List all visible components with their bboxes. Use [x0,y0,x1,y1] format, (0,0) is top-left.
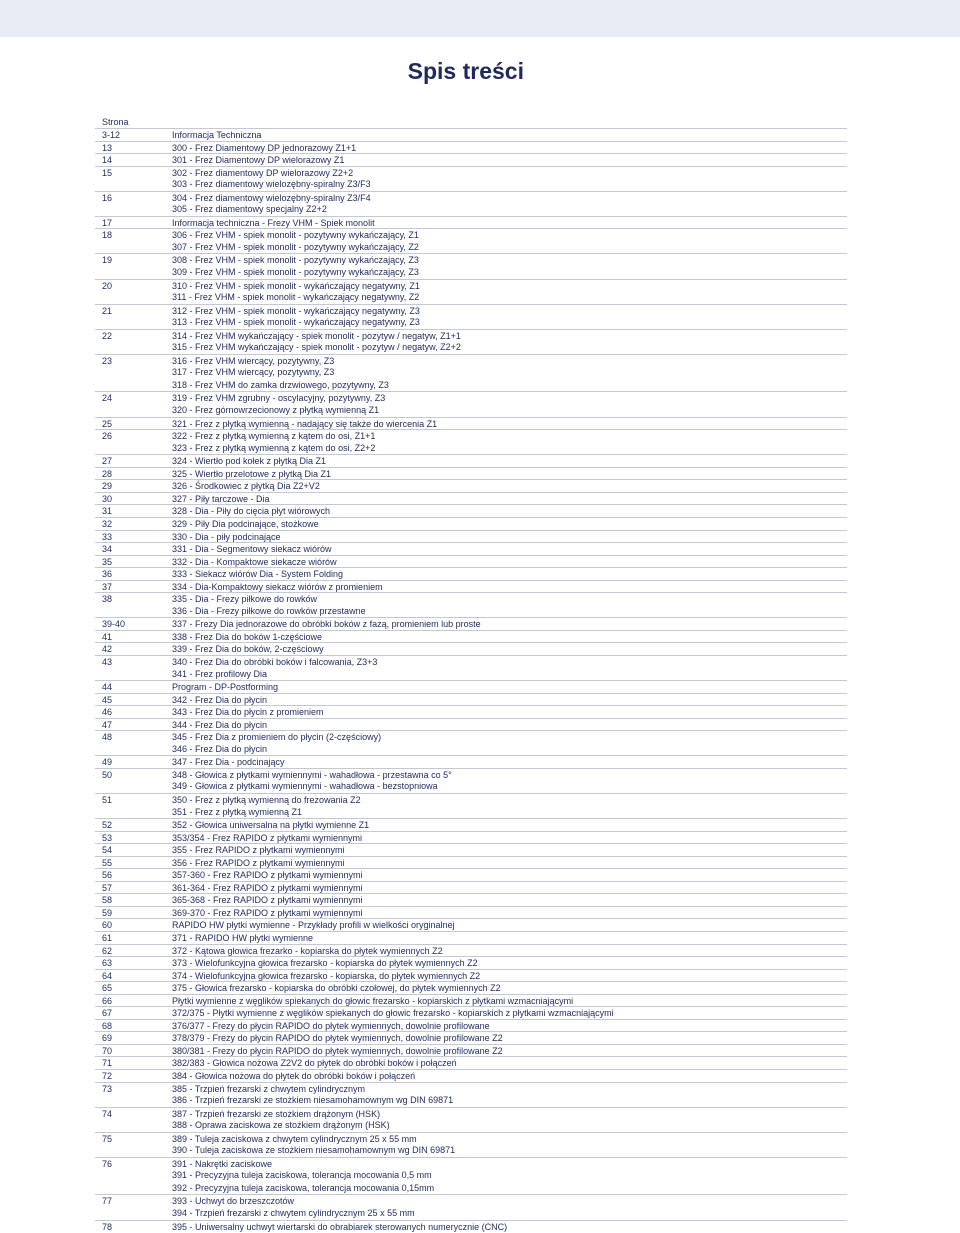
toc-entry-title: 327 - Piły tarczowe - Dia [172,493,270,504]
toc-page-number: 20 [102,280,113,291]
toc-entry-title: Informacja Techniczna [172,130,262,140]
toc-page-number: 55 [102,857,113,868]
toc-row [95,730,847,743]
toc-row [95,329,847,342]
toc-page-number: 34 [102,544,113,555]
toc-entry-title: Płytki wymienne z węglików spiekanych do głowic frezarsko - kopiarskich z płytkami wzmacniającymi [172,995,574,1006]
toc-entry-title: 349 - Głowica z płytkami wymiennymi - wahadłowa - bezstopniowa [172,781,438,792]
toc-page-number: 74 [102,1108,113,1119]
toc-row [95,944,847,957]
toc-entry-title: 325 - Wiertło przelotowe z płytką Dia Z1 [172,468,332,479]
toc-page-number: 23 [102,355,113,366]
toc-entry-title: 369-370 - Frez RAPIDO z płytkami wymiennymi [172,907,363,918]
toc-page-number: 25 [102,418,113,429]
toc-page-number: 21 [102,305,113,316]
toc-row [95,241,847,254]
toc-row [95,780,847,793]
toc-row [95,969,847,982]
toc-page-number: 36 [102,569,113,580]
toc-page-number: 49 [102,757,113,768]
toc-row [95,442,847,455]
toc-row [95,931,847,944]
toc-entry-title: 373 - Wielofunkcyjna głowica frezarsko - kopiarska do płytek wymiennych Z2 [172,958,478,969]
toc-page-number: 66 [102,995,113,1006]
toc-row [95,1006,847,1019]
toc-entry-title: 316 - Frez VHM wiercący, pozytywny, Z3 [172,355,335,366]
toc-row [95,166,847,179]
toc-page-number: 58 [102,895,113,906]
toc-row [95,1056,847,1069]
toc-entry-title: 328 - Dia - Piły do cięcia płyt wiórowych [172,506,331,517]
toc-row [95,404,847,417]
toc-entry-title: 302 - Frez diamentowy DP wielorazowy Z2+2 [172,167,354,178]
toc-page-number: 27 [102,456,113,467]
toc-entry-title: 375 - Głowica frezarsko - kopiarska do obróbki czołowej, do płytek wymiennych Z2 [172,983,501,994]
toc-entry-title: 318 - Frez VHM do zamka drzwiowego, pozytywny, Z3 [172,379,389,390]
toc-row [95,693,847,706]
toc-page-number: 62 [102,945,113,956]
toc-entry-title: 331 - Dia - Segmentowy siekacz wiórów [172,544,332,555]
toc-entry-title: 309 - Frez VHM - spiek monolit - pozytywny wykańczający, Z3 [172,267,419,278]
toc-row [95,454,847,467]
toc-entry-title: 313 - Frez VHM - spiek monolit - wykańczający negatywny, Z3 [172,317,420,328]
toc-page-number: 19 [102,255,113,266]
toc-page-number: 3-12 [102,130,121,140]
toc-entry-title: 308 - Frez VHM - spiek monolit - pozytywny wykańczający, Z3 [172,255,419,266]
toc-row [95,555,847,568]
toc-entry-title: 333 - Siekacz wiórów Dia - System Folding [172,569,344,580]
toc-entry-title: 350 - Frez z płytką wymienną do frezowania Z2 [172,794,361,805]
toc-entry-title: 330 - Dia - piły podcinające [172,531,281,542]
toc-page-number: 32 [102,518,113,529]
toc-row [95,203,847,216]
toc-page-number: 46 [102,707,113,718]
toc-entry-title: 355 - Frez RAPIDO z płytkami wymiennymi [172,845,345,856]
toc-page-number: 73 [102,1083,113,1094]
toc-page-number: 41 [102,631,113,642]
toc-page-number: 64 [102,970,113,981]
toc-row [95,1019,847,1032]
toc-entry-title: Program - DP-Postforming [172,682,279,693]
toc-entry-title: 321 - Frez z płytką wymienną - nadający się także do wiercenia Z1 [172,418,438,429]
toc-entry-title: 386 - Trzpień frezarski ze stożkiem niesamohamownym wg DIN 69871 [172,1095,454,1106]
toc-row [95,680,847,693]
toc-page-number: 50 [102,769,113,780]
toc-row [95,479,847,492]
toc-page-number: 63 [102,958,113,969]
toc-page-number: 52 [102,820,113,831]
toc-page-number: 59 [102,907,113,918]
toc-row [95,868,847,881]
toc-entry-title: 372/375 - Płytki wymienne z węglików spiekanych do głowic frezarsko - kopiarskich z płytkami wzmacniającymi [172,1008,614,1019]
toc-page-number: 77 [102,1196,113,1207]
toc-page-number: 38 [102,594,113,605]
toc-page-number: 54 [102,845,113,856]
toc-row [95,304,847,317]
toc-page-number: 18 [102,230,113,241]
toc-entry-title: 387 - Trzpień frezarski ze stożkiem drążonym (HSK) [172,1108,381,1119]
toc-row [95,705,847,718]
toc-page-number: 29 [102,481,113,492]
toc-entry-title: 303 - Frez diamentowy wielozębny-spiralny Z3/F3 [172,179,371,190]
toc-entry-title: 323 - Frez z płytką wymienną z kątem do osi, Z2+2 [172,442,376,453]
toc-entry-title: 345 - Frez Dia z promieniem do płycin (2-częściowy) [172,732,382,743]
toc-entry-title: 371 - RAPIDO HW płytki wymienne [172,933,314,943]
toc-row [95,743,847,756]
toc-entry-title: 376/377 - Frezy do płycin RAPIDO do płytek wymiennych, dowolnie profilowane [172,1020,490,1031]
toc-page-number: 65 [102,983,113,994]
toc-row [95,806,847,819]
toc-entry-title: Informacja techniczna - Frezy VHM - Spiek monolit [172,217,375,228]
toc-row [95,831,847,844]
toc-row [95,642,847,655]
toc-row [95,843,847,856]
toc-page-number: 51 [102,794,113,805]
toc-entry-title: RAPIDO HW płytki wymienne - Przykłady profili w wielkości oryginalnej [172,920,455,931]
toc-row [95,981,847,994]
toc-entry-title: 320 - Frez górnowrzecionowy z płytką wymienną Z1 [172,405,380,416]
toc-entry-title: 380/381 - Frezy do płycin RAPIDO do płytek wymiennych, dowolnie profilowane Z2 [172,1045,503,1056]
toc-page-number: 69 [102,1033,113,1044]
toc-page-number: 45 [102,694,113,705]
toc-row [95,354,847,367]
toc-entry-title: 378/379 - Frezy do płycin RAPIDO do płytek wymiennych, dowolnie profilowane Z2 [172,1033,503,1044]
toc-row [95,956,847,969]
toc-entry-title: 336 - Dia - Frezy piłkowe do rowków przestawne [172,605,366,616]
page-column-header: Strona [102,117,129,127]
toc-entry-title: 365-368 - Frez RAPIDO z płytkami wymiennymi [172,895,363,906]
toc-row [95,994,847,1007]
toc-entry-title: 317 - Frez VHM wiercący, pozytywny, Z3 [172,367,335,378]
toc-row [95,605,847,618]
toc-page-number: 48 [102,732,113,743]
toc-entry-title: 319 - Frez VHM zgrubny - oscylacyjny, pozytywny, Z3 [172,393,386,404]
toc-row [95,1069,847,1082]
toc-page-number: 42 [102,644,113,655]
toc-row [95,768,847,781]
toc-entry-title: 334 - Dia-Kompaktowy siekacz wiórów z promieniem [172,581,383,592]
toc-page-number: 30 [102,493,113,504]
toc-entry-title: 307 - Frez VHM - spiek monolit - pozytywny wykańczający, Z2 [172,241,419,252]
toc-page-number: 33 [102,531,113,542]
toc-page-number: 16 [102,192,113,203]
toc-page-number: 31 [102,506,113,517]
toc-row [95,128,847,141]
toc-entry-title: 332 - Dia - Kompaktowe siekacze wiórów [172,556,337,567]
toc-entry-title: 356 - Frez RAPIDO z płytkami wymiennymi [172,857,345,868]
toc-row [95,881,847,894]
toc-page-number: 76 [102,1158,113,1169]
toc-row [95,1157,847,1170]
toc-row [95,1082,847,1095]
toc-row [95,893,847,906]
toc-entry-title: 311 - Frez VHM - spiek monolit - wykańczający negatywny, Z2 [172,292,420,303]
toc-row [95,153,847,166]
toc-page-number: 70 [102,1045,113,1056]
toc-entry-title: 335 - Dia - Frezy piłkowe do rowków [172,594,318,605]
toc-row [95,291,847,304]
toc-page-number: 78 [102,1221,113,1232]
toc-page-number: 67 [102,1008,113,1019]
toc-entry-title: 393 - Uchwyt do brzeszczotów [172,1196,295,1207]
toc-entry-title: 372 - Kątowa głowica frezarko - kopiarska do płytek wymiennych Z2 [172,945,443,956]
page-title: Spis treści [407,58,524,84]
toc-row [95,316,847,329]
toc-entry-title: 310 - Frez VHM - spiek monolit - wykańczający negatywny, Z1 [172,280,420,291]
toc-page-number: 22 [102,330,113,341]
toc-row [95,542,847,555]
toc-page-number: 56 [102,870,113,881]
toc-row [95,668,847,681]
toc-entry-title: 348 - Głowica z płytkami wymiennymi - wahadłowa - przestawna co 5° [172,769,452,780]
toc-row [95,630,847,643]
toc-page-number: 53 [102,832,113,843]
toc-entry-title: 385 - Trzpień frezarski z chwytem cylindrycznym [172,1083,366,1094]
toc-entry-title: 374 - Wielofunkcyjna głowica frezarsko - kopiarska, do płytek wymiennych Z2 [172,970,481,981]
toc-row [95,341,847,354]
toc-row [95,1169,847,1182]
toc-entry-title: 322 - Frez z płytką wymienną z kątem do osi, Z1+1 [172,431,376,442]
toc-row [95,1094,847,1107]
toc-entry-title: 392 - Precyzyjna tuleja zaciskowa, tolerancja mocowania 0,15mm [172,1182,435,1193]
toc-page-number: 75 [102,1133,113,1144]
toc-row [95,492,847,505]
toc-entry-title: 300 - Frez Diamentowy DP jednorazowy Z1+1 [172,142,357,153]
toc-row [95,567,847,580]
toc-page-number: 43 [102,656,113,667]
toc-entry-title: 353/354 - Frez RAPIDO z płytkami wymiennymi [172,832,363,843]
toc-entry-title: 329 - Piły Dia podcinające, stożkowe [172,518,319,529]
toc-row [95,366,847,379]
toc-entry-title: 341 - Frez profilowy Dia [172,668,268,679]
toc-entry-title: 343 - Frez Dia do płycin z promieniem [172,707,324,718]
toc-entry-title: 339 - Frez Dia do boków, 2-częściowy [172,644,324,655]
toc-row [95,1031,847,1044]
toc-row [95,178,847,191]
toc-page-number: 57 [102,882,113,893]
toc-row [95,793,847,806]
toc-page-number: 37 [102,581,113,592]
toc-row [95,755,847,768]
toc-entry-title: 347 - Frez Dia - podcinający [172,757,285,768]
toc-row [95,1119,847,1132]
toc-row [95,216,847,229]
toc-page-number: 15 [102,167,113,178]
toc-row [95,617,847,630]
toc-row [95,266,847,279]
toc-entry-title: 384 - Głowica nożowa do płytek do obróbki boków i połączeń [172,1071,416,1082]
toc-row [95,1207,847,1220]
toc-row [95,1044,847,1057]
toc-entry-title: 340 - Frez Dia do obróbki boków i falcowania, Z3+3 [172,656,378,667]
toc-row [95,517,847,530]
toc-row [95,918,847,931]
toc-page-number: 17 [102,217,113,228]
toc-page-number: 14 [102,155,113,166]
toc-entry-title: 395 - Uniwersalny uchwyt wiertarski do obrabiarek sterowanych numerycznie (CNC) [172,1221,508,1232]
toc-entry-title: 324 - Wiertło pod kołek z płytką Dia Z1 [172,456,327,467]
toc-page-number: 71 [102,1058,113,1069]
top-band [0,0,960,37]
toc-page-number: 26 [102,431,113,442]
toc-row [95,1220,847,1233]
toc-page-number: 24 [102,393,113,404]
toc-page-number: 72 [102,1071,113,1082]
toc-entry-title: 301 - Frez Diamentowy DP wielorazowy Z1 [172,155,345,166]
toc-page-number: 68 [102,1020,113,1031]
toc-row [95,655,847,668]
toc-row [95,467,847,480]
toc-entry-title: 344 - Frez Dia do płycin [172,719,268,730]
toc-entry-title: 326 - Środkowiec z płytką Dia Z2+V2 [172,481,320,492]
table-of-contents [95,128,847,1232]
toc-entry-title: 394 - Trzpień frezarski z chwytem cylindrycznym 25 x 55 mm [172,1208,415,1219]
toc-row [95,391,847,404]
toc-entry-title: 338 - Frez Dia do boków 1-częściowe [172,631,323,642]
toc-row [95,718,847,731]
toc-entry-title: 304 - Frez diamentowy wielozębny-spiralny Z3/F4 [172,192,371,203]
toc-page-number: 13 [102,142,113,153]
toc-page-number: 39-40 [102,619,126,630]
toc-entry-title: 315 - Frez VHM wykańczający - spiek monolit - pozytyw / negatyw, Z2+2 [172,342,461,353]
toc-entry-title: 306 - Frez VHM - spiek monolit - pozytywny wykańczający, Z1 [172,230,419,241]
toc-row [95,818,847,831]
toc-entry-title: 352 - Głowica uniwersalna na płytki wymienne Z1 [172,820,370,831]
toc-entry-title: 346 - Frez Dia do płycin [172,743,268,754]
toc-page-number: 28 [102,468,113,479]
toc-entry-title: 389 - Tuleja zaciskowa z chwytem cylindrycznym 25 x 55 mm [172,1133,417,1144]
toc-entry-title: 382/383 - Głowica nożowa Z2V2 do płytek do obróbki boków i połączeń [172,1058,457,1069]
toc-row [95,856,847,869]
toc-row [95,1182,847,1195]
toc-page-number: 61 [102,933,113,943]
toc-row [95,1144,847,1157]
toc-page-number: 35 [102,556,113,567]
toc-row [95,253,847,266]
toc-row [95,191,847,204]
toc-entry-title: 342 - Frez Dia do płycin [172,694,268,705]
toc-entry-title: 357-360 - Frez RAPIDO z płytkami wymiennymi [172,870,363,881]
toc-page-number: 60 [102,920,113,931]
toc-row [95,906,847,919]
toc-row [95,504,847,517]
toc-row [95,530,847,543]
toc-entry-title: 314 - Frez VHM wykańczający - spiek monolit - pozytyw / negatyw, Z1+1 [172,330,461,341]
toc-row [95,279,847,292]
toc-row [95,379,847,392]
toc-entry-title: 361-364 - Frez RAPIDO z płytkami wymiennymi [172,882,363,893]
toc-entry-title: 391 - Precyzyjna tuleja zaciskowa, tolerancja mocowania 0,5 mm [172,1170,432,1181]
toc-row [95,580,847,593]
toc-row [95,429,847,442]
toc-row [95,141,847,154]
toc-entry-title: 305 - Frez diamentowy specjalny Z2+2 [172,204,327,215]
toc-row [95,1107,847,1120]
toc-page-number: 44 [102,682,113,693]
toc-row [95,228,847,241]
toc-row [95,1132,847,1145]
toc-page-number: 47 [102,719,113,730]
toc-entry-title: 312 - Frez VHM - spiek monolit - wykańczający negatywny, Z3 [172,305,420,316]
toc-entry-title: 388 - Oprawa zaciskowa ze stożkiem drążonym (HSK) [172,1120,390,1131]
toc-entry-title: 337 - Frezy Dia jednorazowe do obróbki boków z fazą, promieniem lub proste [172,619,481,630]
toc-row [95,1194,847,1207]
toc-row [95,417,847,430]
toc-entry-title: 351 - Frez z płytką wymienną Z1 [172,806,303,817]
toc-entry-title: 391 - Nakrętki zaciskowe [172,1158,273,1169]
toc-entry-title: 390 - Tuleja zaciskowa ze stożkiem niesamohamownym wg DIN 69871 [172,1145,456,1156]
toc-row [95,592,847,605]
